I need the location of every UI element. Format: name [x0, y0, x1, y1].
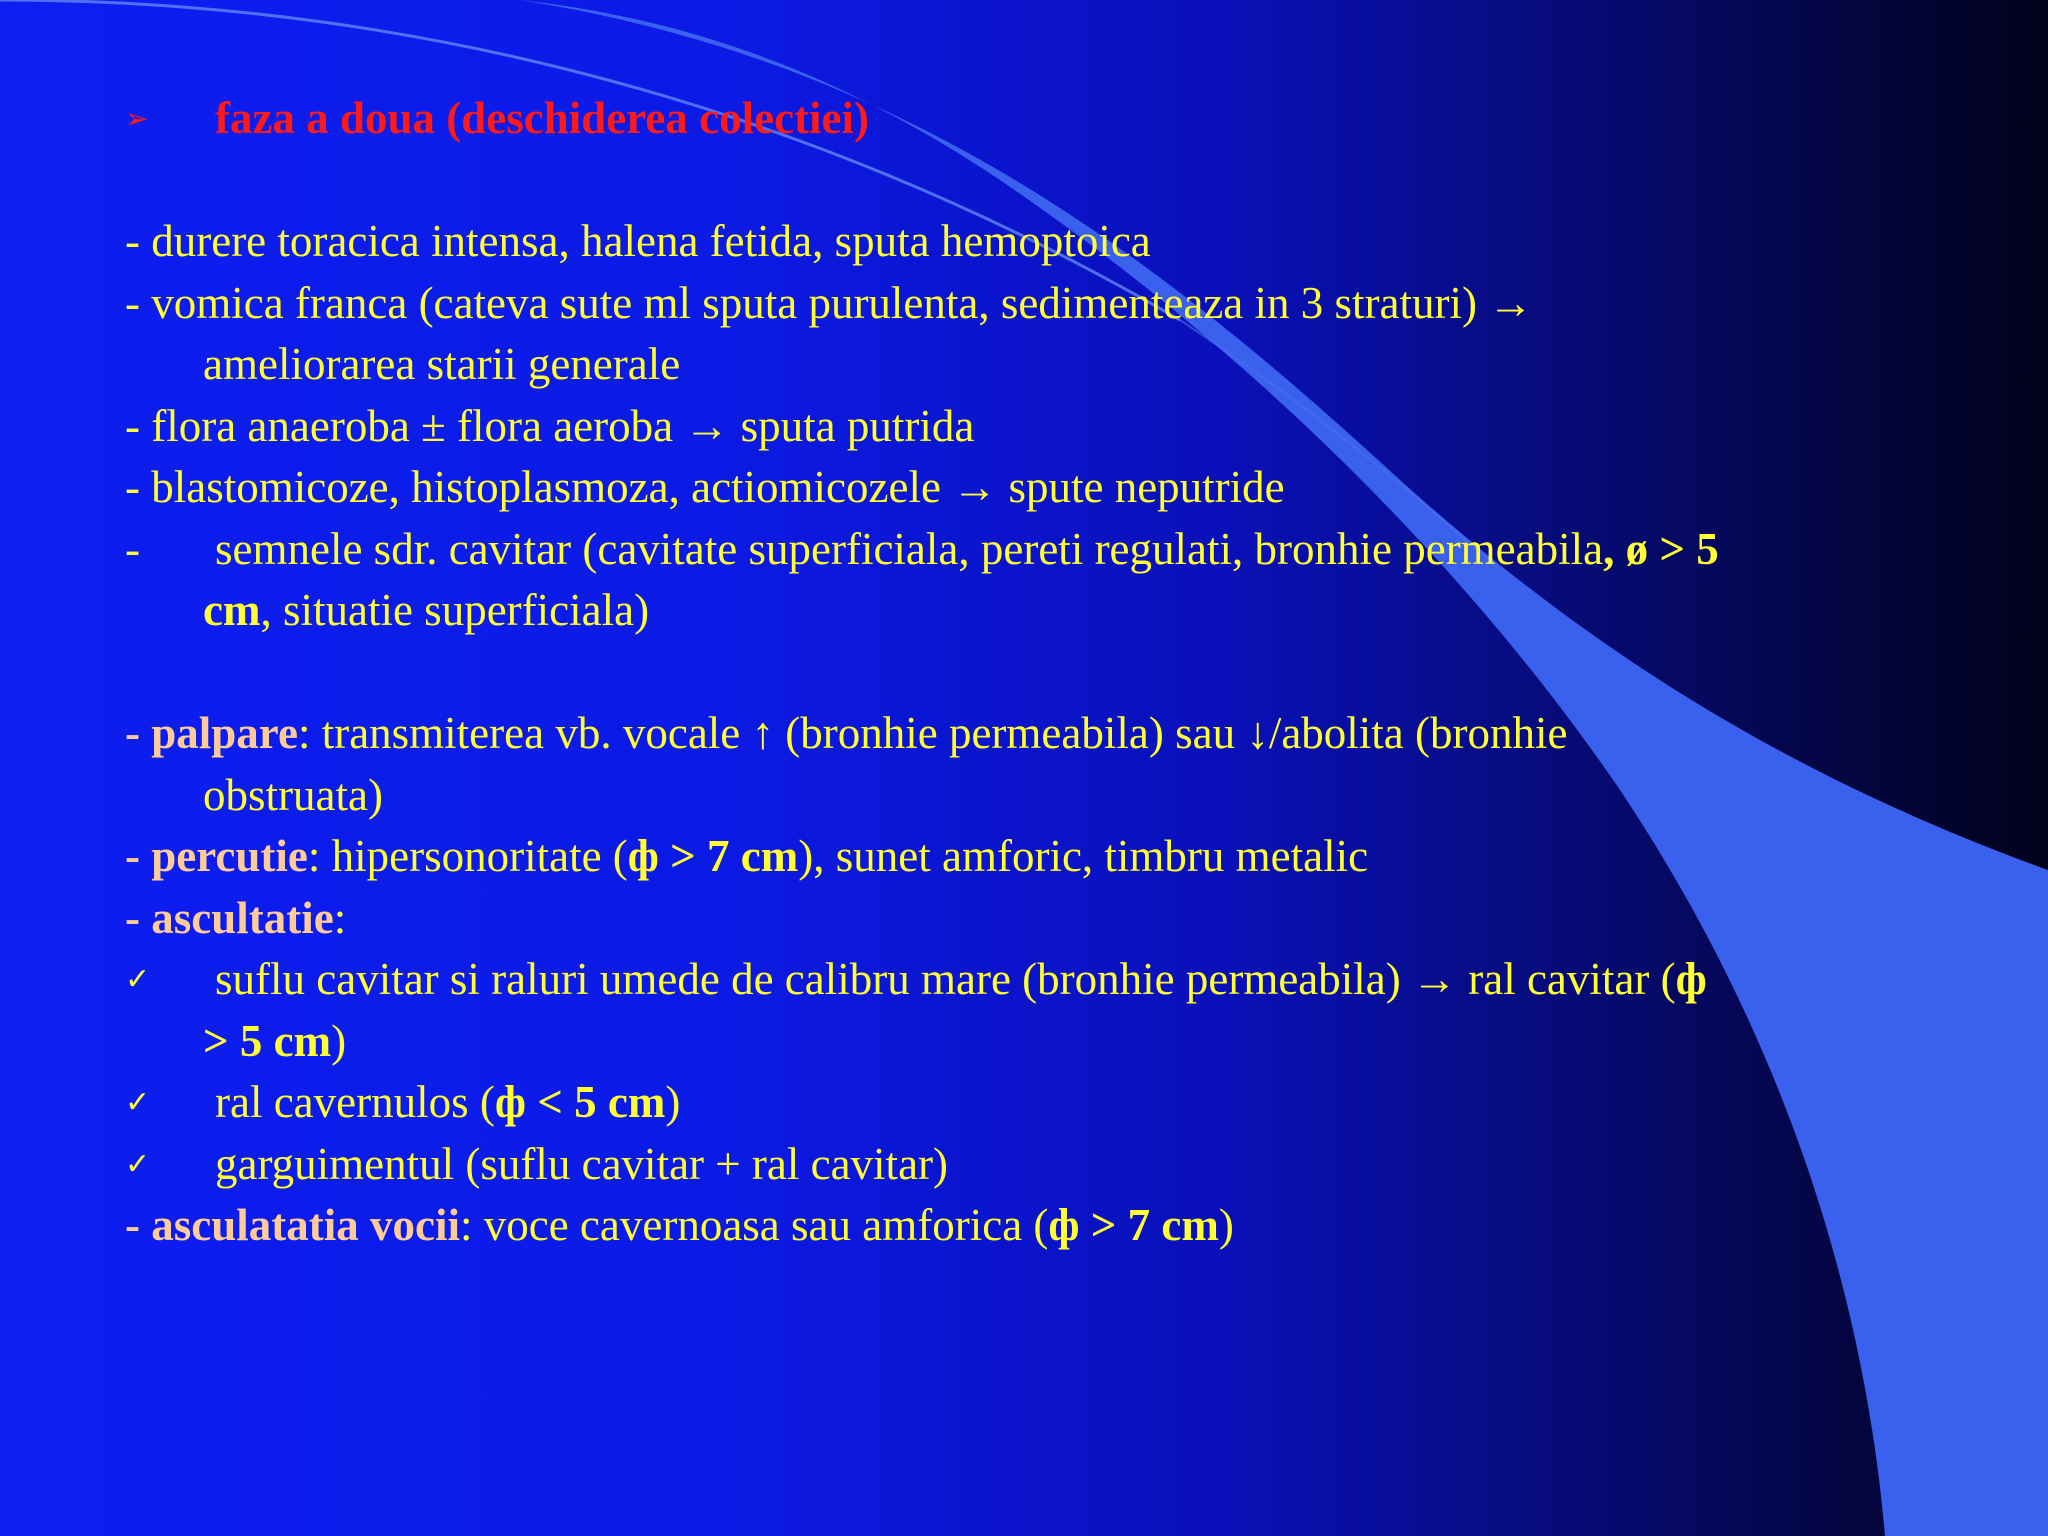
arrowhead-bullet-icon: ➢ [125, 102, 149, 135]
check-item-2-bold: ф < 5 cm [494, 1077, 666, 1127]
slide-title [125, 88, 1945, 150]
symptom-line-5-bold: , ø > 5 [1603, 523, 1719, 574]
voce-text-2: ) [1218, 1200, 1234, 1250]
slide-content [125, 88, 1945, 1257]
check-item-1-text: suflu cavitar si raluri umede de calibru mare (bronhie permeabila) → ral cavitar ( [215, 954, 1676, 1004]
percutie-bold: ф > 7 cm [627, 831, 799, 881]
check-item-2-text-2: ) [665, 1077, 681, 1127]
palpare-text: : transmiterea vb. vocale ↑ (bronhie permeabila) sau ↓/abolita (bronhie [297, 708, 1568, 758]
symptom-line-5-unit: cm [203, 585, 261, 635]
palpare-continuation: obstruata) [203, 769, 383, 820]
ascultatie-line [125, 888, 1945, 950]
symptom-line-5-continuation [125, 580, 1945, 642]
symptom-line-2-continuation: ameliorarea starii generale [203, 339, 681, 389]
check-item-1-continuation [125, 1011, 1945, 1073]
check-item-1-cont-bold: > 5 cm [203, 1015, 332, 1066]
spacer [125, 150, 1945, 212]
symptom-line-2: - vomica franca (cateva sute ml sputa purulenta, sedimenteaza in 3 straturi) → [125, 277, 1534, 328]
symptom-line-5-end: , situatie superficiala) [260, 585, 650, 635]
check-item-1-cont-text: ) [331, 1015, 347, 1066]
percutie-text-1: : hipersonoritate ( [307, 831, 628, 881]
dash-bullet: - [125, 523, 140, 574]
ascultatie-prefix: - [125, 892, 152, 943]
voce-prefix: - [125, 1200, 152, 1250]
check-item-2 [125, 1072, 1945, 1134]
percutie-text-2: ), sunet amforic, timbru metalic [798, 831, 1369, 881]
symptom-line-5-text: semnele sdr. cavitar (cavitate superficiala, pereti regulati, bronhie permeabila [215, 523, 1604, 574]
voce-key: asculatatia vocii [151, 1200, 460, 1250]
checkmark-bullet-icon: ✓ [125, 1085, 151, 1120]
spacer [125, 642, 1945, 704]
check-item-3 [125, 1134, 1945, 1196]
checkmark-bullet-icon: ✓ [125, 962, 151, 997]
check-item-3-text: garguimentul (suflu cavitar + ral cavitar) [215, 1138, 949, 1189]
voce-text-1: : voce cavernoasa sau amforica ( [459, 1200, 1049, 1250]
palpare-prefix: - [125, 708, 152, 758]
slide-title-text: faza a doua (deschiderea colectiei) [215, 93, 870, 143]
check-item-1 [125, 949, 1945, 1011]
voce-bold: ф > 7 cm [1048, 1200, 1219, 1250]
symptom-line-3: - flora anaeroba ± flora aeroba → sputa putrida [125, 400, 975, 451]
palpare-key: palpare [151, 708, 298, 758]
symptom-line-4: - blastomicoze, histoplasmoza, actiomicozele → spute neputride [125, 462, 1285, 512]
check-item-2-text-1: ral cavernulos ( [215, 1077, 495, 1127]
palpare-line [125, 703, 1945, 765]
ascultatie-text: : [333, 892, 347, 943]
voce-line [125, 1195, 1945, 1257]
checkmark-bullet-icon: ✓ [125, 1146, 151, 1182]
symptom-line-5 [125, 519, 1945, 581]
percutie-line [125, 826, 1945, 888]
check-item-1-bold: ф [1675, 954, 1707, 1004]
ascultatie-key: ascultatie [151, 892, 334, 943]
percutie-key: percutie [151, 831, 308, 881]
symptom-line-1: - durere toracica intensa, halena fetida, sputa hemoptoica [125, 216, 1151, 266]
percutie-prefix: - [125, 831, 152, 881]
